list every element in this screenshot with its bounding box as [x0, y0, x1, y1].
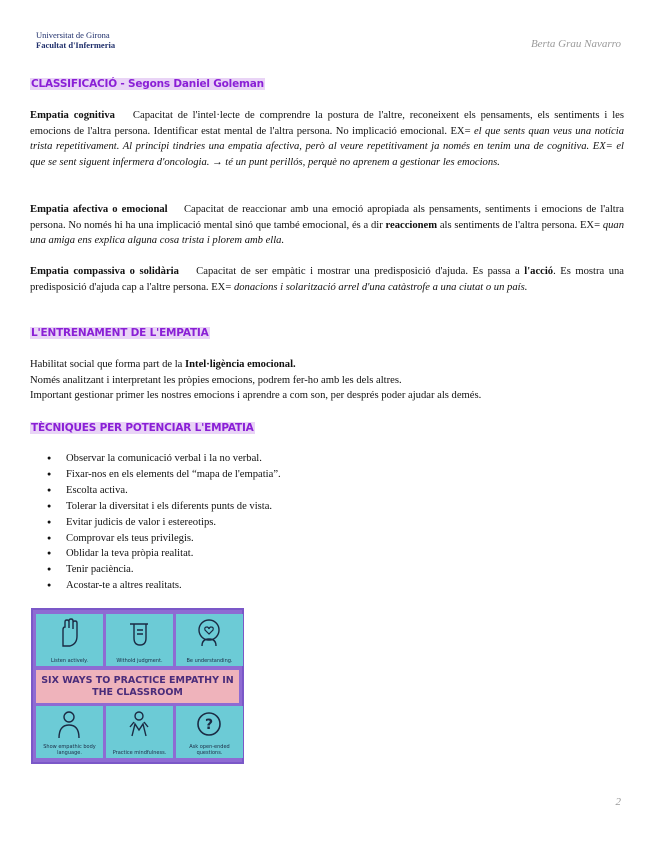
- tile-caption: Show empathic body language.: [43, 744, 96, 756]
- logo-line-faculty: Facultat d'Infermeria: [36, 40, 116, 50]
- term-compassionate: Empatia compassiva o solidària: [30, 266, 179, 277]
- tile-caption: Practice mindfulness.: [112, 749, 167, 756]
- text-compassionate-a: Capacitat de ser empàtic i mostrar una predisposició d'ajuda. Es passa a: [196, 266, 525, 277]
- arrow-glyph:  : [178, 266, 197, 277]
- poster-tile-understanding: [176, 614, 243, 666]
- list-item: ● Tolerar la diversitat i els diferents punts de vista.: [30, 499, 281, 515]
- author-name: Berta Grau Navarro: [530, 38, 621, 50]
- text-compassionate-b: . Es mostra una predisposició d'ajuda cap a l'altre persona. EX=: [30, 266, 625, 293]
- hand-icon: [56, 618, 82, 648]
- poster-tile-listen: [36, 614, 103, 666]
- training-line-1: [30, 357, 624, 373]
- text-affective-b: als sentiments de l'altra persona. EX=: [437, 219, 603, 231]
- training-line-1-text: Habilitat social que forma part de la: [30, 359, 186, 370]
- term-affective: Empatia afectiva o emocional: [30, 204, 168, 215]
- bold-accio: l'acció: [524, 266, 554, 277]
- poster-tile-questions: [176, 706, 243, 758]
- example-cognitive: el que sents quan veus una notícia trista repetitivament. Al principi tindries una empatia afectiva, però al veure repetitivament ja només en tenim una de cognitiva. EX= el que se sent siguent infermera d'oncologia. → té un punt perillós, perquè no aprenem a gestionar les emocions.: [30, 125, 624, 168]
- poster-tile-body-language: [36, 706, 103, 758]
- heading-techniques: TÈCNIQUES PER POTENCIAR L'EMPATIA: [31, 422, 254, 434]
- paragraph-affective-empathy: [30, 202, 624, 249]
- question-icon: [196, 710, 222, 740]
- poster-title: SIX WAYS TO PRACTICE EMPATHY IN THE CLASSROOM: [36, 670, 239, 703]
- logo-line-university: Universitat de Girona: [36, 30, 110, 40]
- text-affective-a: Capacitat de reaccionar amb una emoció apropiada als pensaments, sentiments i emocions de l'altra persona. No només hi ha una implicació mental sinó que també emocional, és a dir: [30, 204, 624, 231]
- poster-tile-judgment: [106, 614, 173, 666]
- techniques-list: [30, 451, 281, 594]
- list-item: ● Comprovar els teus privilegis.: [30, 531, 281, 547]
- arrow-glyph:  : [167, 204, 184, 215]
- person-icon: [56, 710, 82, 740]
- term-cognitive: Empatia cognitiva: [30, 110, 115, 121]
- list-item: ● Evitar judicis de valor i estereotips.: [30, 515, 281, 531]
- list-item: ● Tenir paciència.: [30, 562, 281, 578]
- hand-stop-icon: [126, 618, 152, 648]
- example-compassionate: donacions i solarització arrel d'una catàstrofe a una ciutat o un país.: [233, 281, 528, 293]
- list-item: ● Oblidar la teva pròpia realitat.: [30, 546, 281, 562]
- tile-caption: Be understanding.: [186, 657, 233, 664]
- heart-head-icon: [196, 618, 222, 648]
- empathy-poster: [31, 608, 244, 764]
- training-line-3: Important gestionar primer les nostres emocions i aprendre a com son, per després poder ajudar als demés.: [30, 390, 482, 402]
- page-number: 2: [615, 796, 621, 808]
- bold-reaccionem: reaccionem: [385, 219, 438, 231]
- paragraph-training: [30, 357, 624, 404]
- poster-tile-mindfulness: [106, 706, 173, 758]
- list-item: ● Escolta activa.: [30, 483, 281, 499]
- text-cognitive: Capacitat de l'intel·lecte de comprendre la postura de l'altre, reconeixent els pensaments, els sentiments i les emocions de l'altra persona. Identificar estat mental de l'altra persona. No implicació emocional. EX=: [30, 110, 624, 137]
- tile-caption: Withold judgment.: [116, 657, 163, 664]
- university-logo: [36, 30, 115, 50]
- list-item: ● Observar la comunicació verbal i la no verbal.: [30, 451, 281, 467]
- paragraph-compassionate-empathy: [30, 264, 624, 295]
- heading-training: L'ENTRENAMENT DE L'EMPATIA: [31, 327, 209, 339]
- tile-caption: Ask open-ended questions.: [189, 744, 230, 756]
- meditation-icon: [126, 710, 152, 740]
- paragraph-cognitive-empathy: [30, 108, 624, 170]
- list-item: ● Fixar-nos en els elements del “mapa de l'empatia”.: [30, 467, 281, 483]
- svg-text:?: ?: [204, 717, 214, 733]
- bold-emotional-intelligence: Intel·ligència emocional.: [185, 359, 296, 370]
- example-affective: quan una amiga ens explica alguna cosa trista i plorem amb ella.: [30, 219, 624, 247]
- heading-classification: CLASSIFICACIÓ - Segons Daniel Goleman: [31, 78, 264, 90]
- training-line-2: Només analitzant i interpretant les pròpies emocions, podrem fer-ho amb les dels altres.: [30, 374, 402, 386]
- list-item: ● Acostar-te a altres realitats.: [30, 578, 281, 594]
- arrow-glyph:  : [114, 110, 133, 121]
- tile-caption: Listen actively.: [51, 657, 88, 664]
